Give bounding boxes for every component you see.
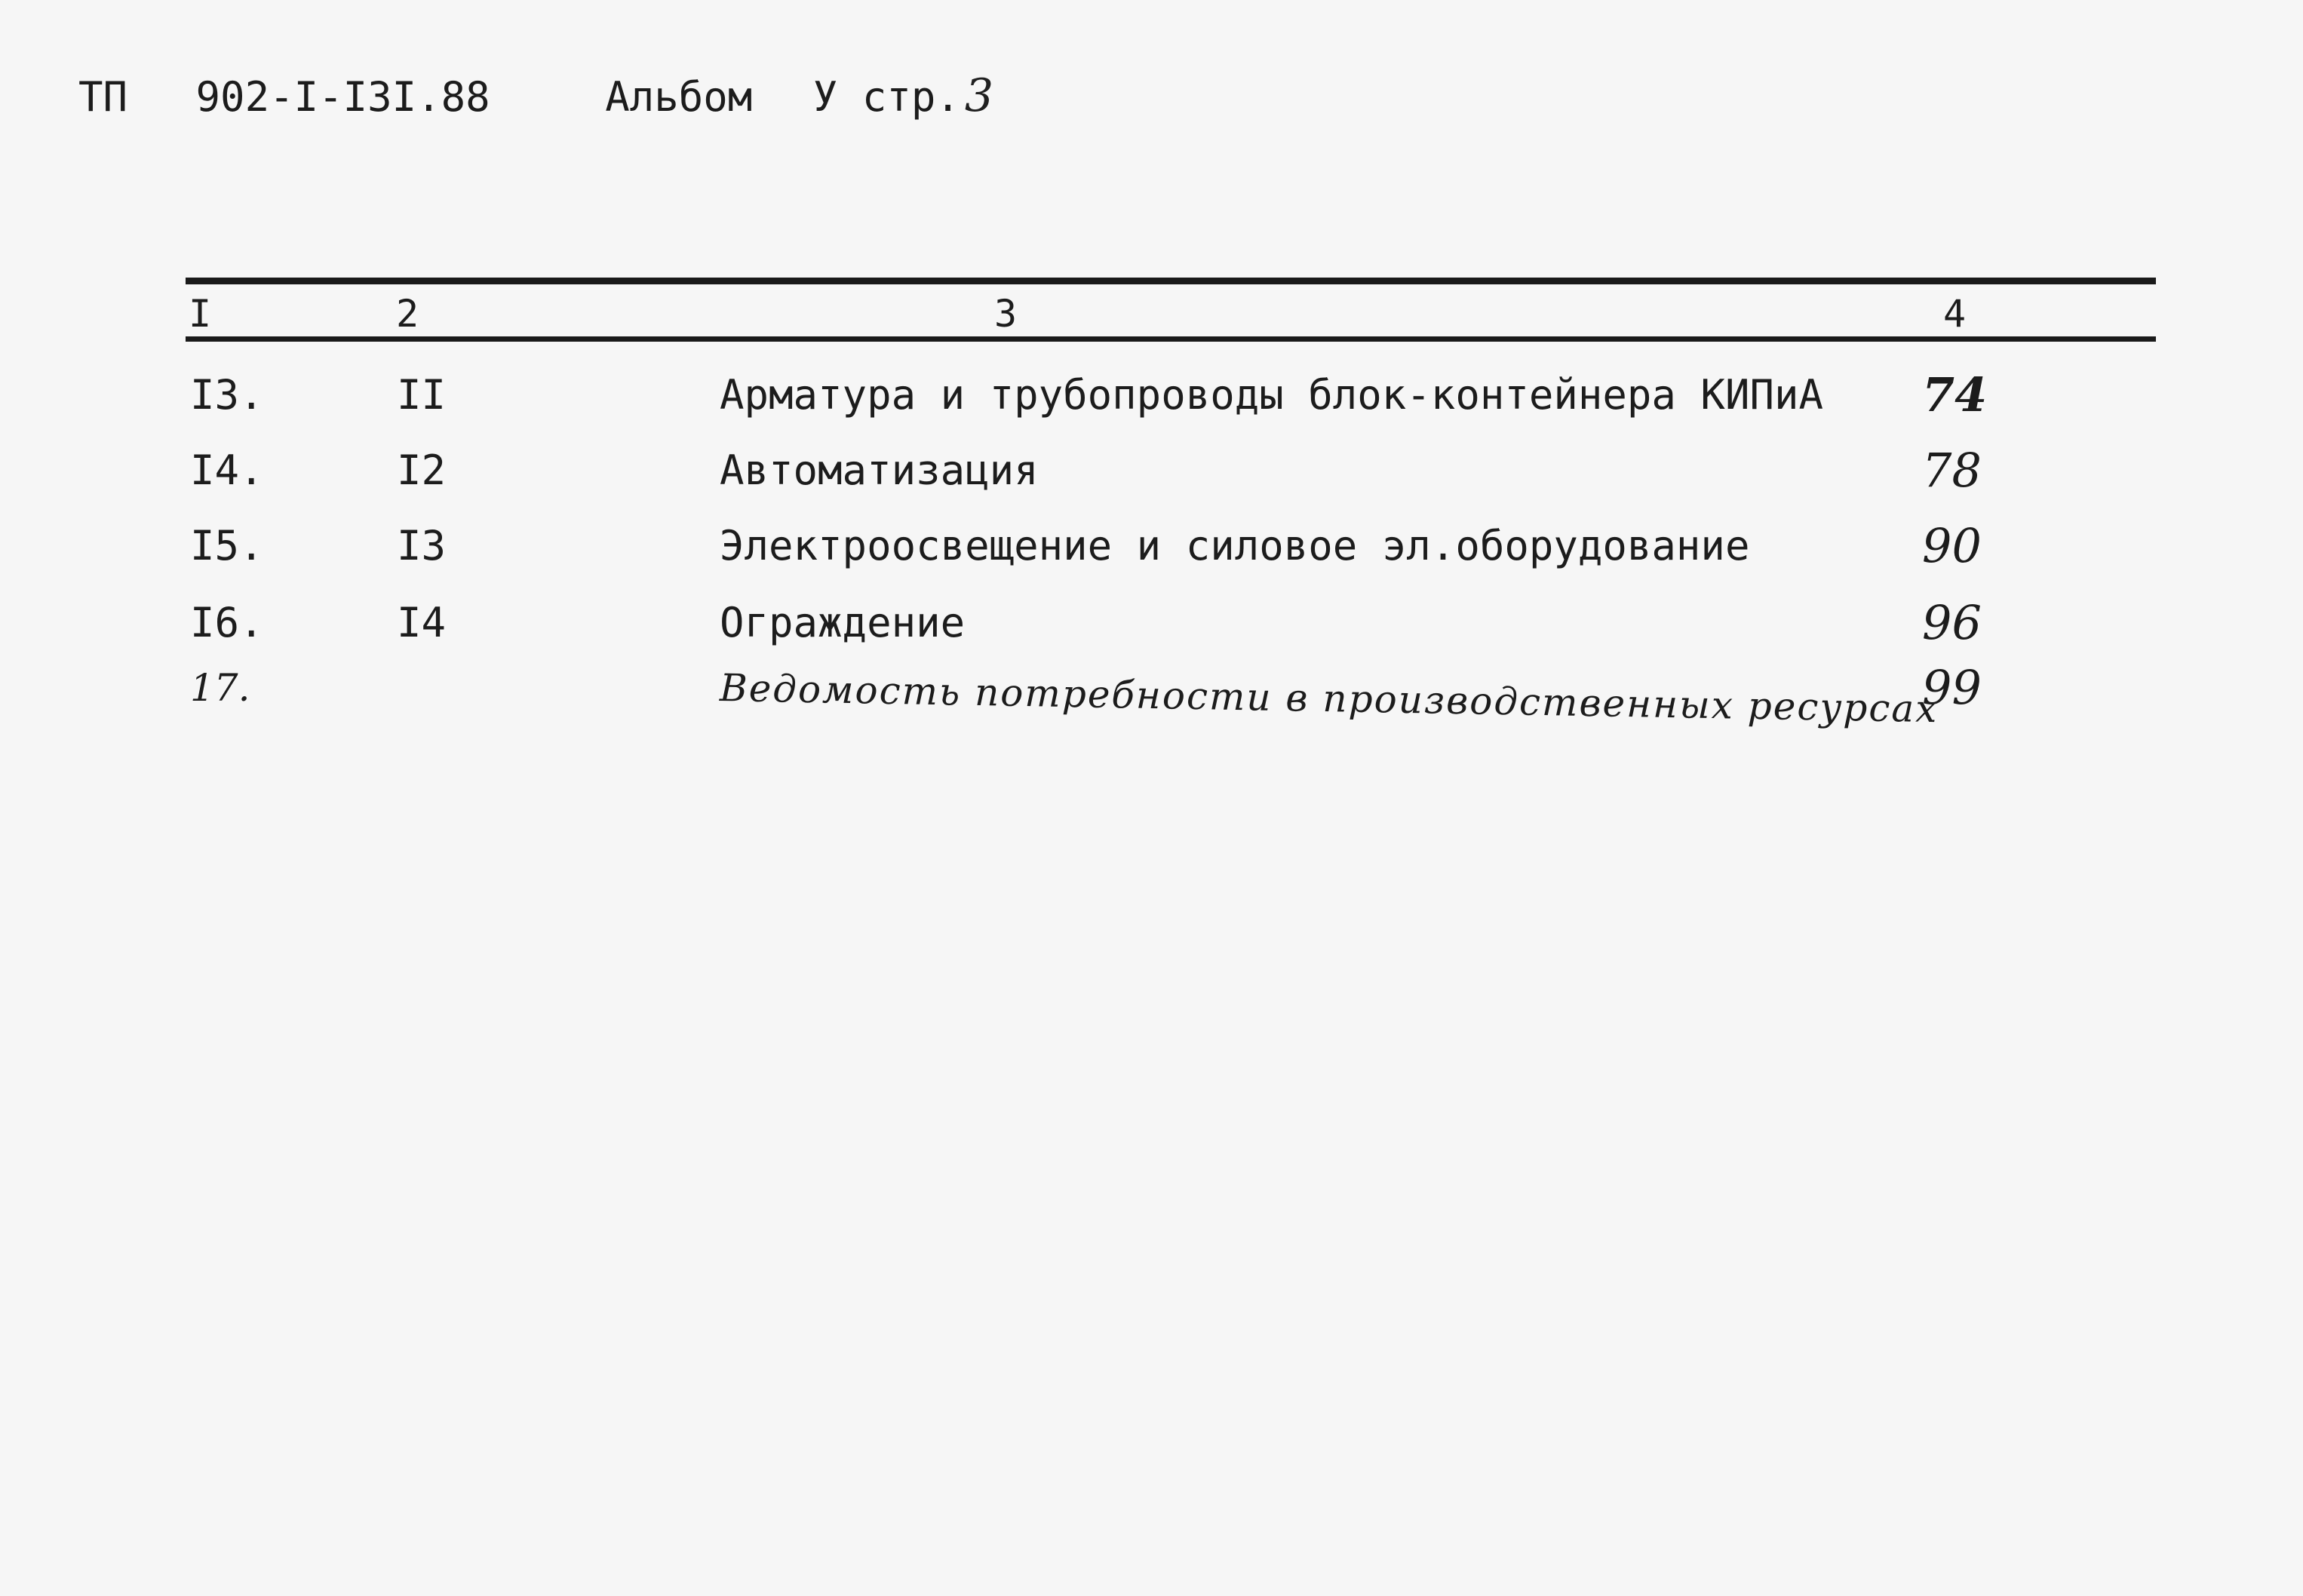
row-title: Электроосвещение и силовое эл.оборудование [720, 522, 1750, 569]
row-page: 90 [1922, 518, 1982, 573]
table-header-rule [186, 336, 2156, 342]
document-code: 902-I-I3I.88 [195, 73, 490, 121]
table-top-rule [186, 278, 2156, 284]
row-section: II [397, 371, 447, 419]
series-label: ТП [78, 73, 128, 121]
row-page: 78 [1922, 443, 1982, 498]
row-section: I4 [397, 599, 447, 646]
row-page: 96 [1922, 595, 1982, 650]
row-section: I2 [397, 447, 447, 494]
row-title: Автоматизация [720, 447, 1039, 494]
table-row [0, 516, 2303, 576]
row-title: Ведомость потребности в производственных ресурсах [719, 666, 1939, 732]
row-number: 17. [190, 666, 250, 710]
column-header-4: 4 [1943, 292, 1967, 336]
column-header-2: 2 [396, 292, 419, 336]
album-label: Альбом [605, 73, 753, 121]
page-label: У стр. [812, 73, 960, 121]
table-row [0, 365, 2303, 425]
page-number: 3 [964, 69, 994, 122]
row-page: 74 [1922, 367, 1988, 422]
row-number: I6. [190, 599, 264, 646]
row-section: I3 [397, 522, 447, 569]
table-row [0, 658, 2303, 732]
row-title: Ограждение [720, 599, 966, 646]
row-page: 99 [1922, 660, 1982, 715]
document-header [78, 69, 993, 122]
column-header-3: 3 [994, 292, 1018, 336]
table-row [0, 593, 2303, 653]
table-row [0, 440, 2303, 501]
column-header-1: I [189, 292, 212, 336]
row-title: Арматура и трубопроводы блок-контейнера КИПиА [720, 371, 1823, 419]
row-number: I4. [190, 447, 264, 494]
row-number: I3. [190, 371, 264, 419]
row-number: I5. [190, 522, 264, 569]
